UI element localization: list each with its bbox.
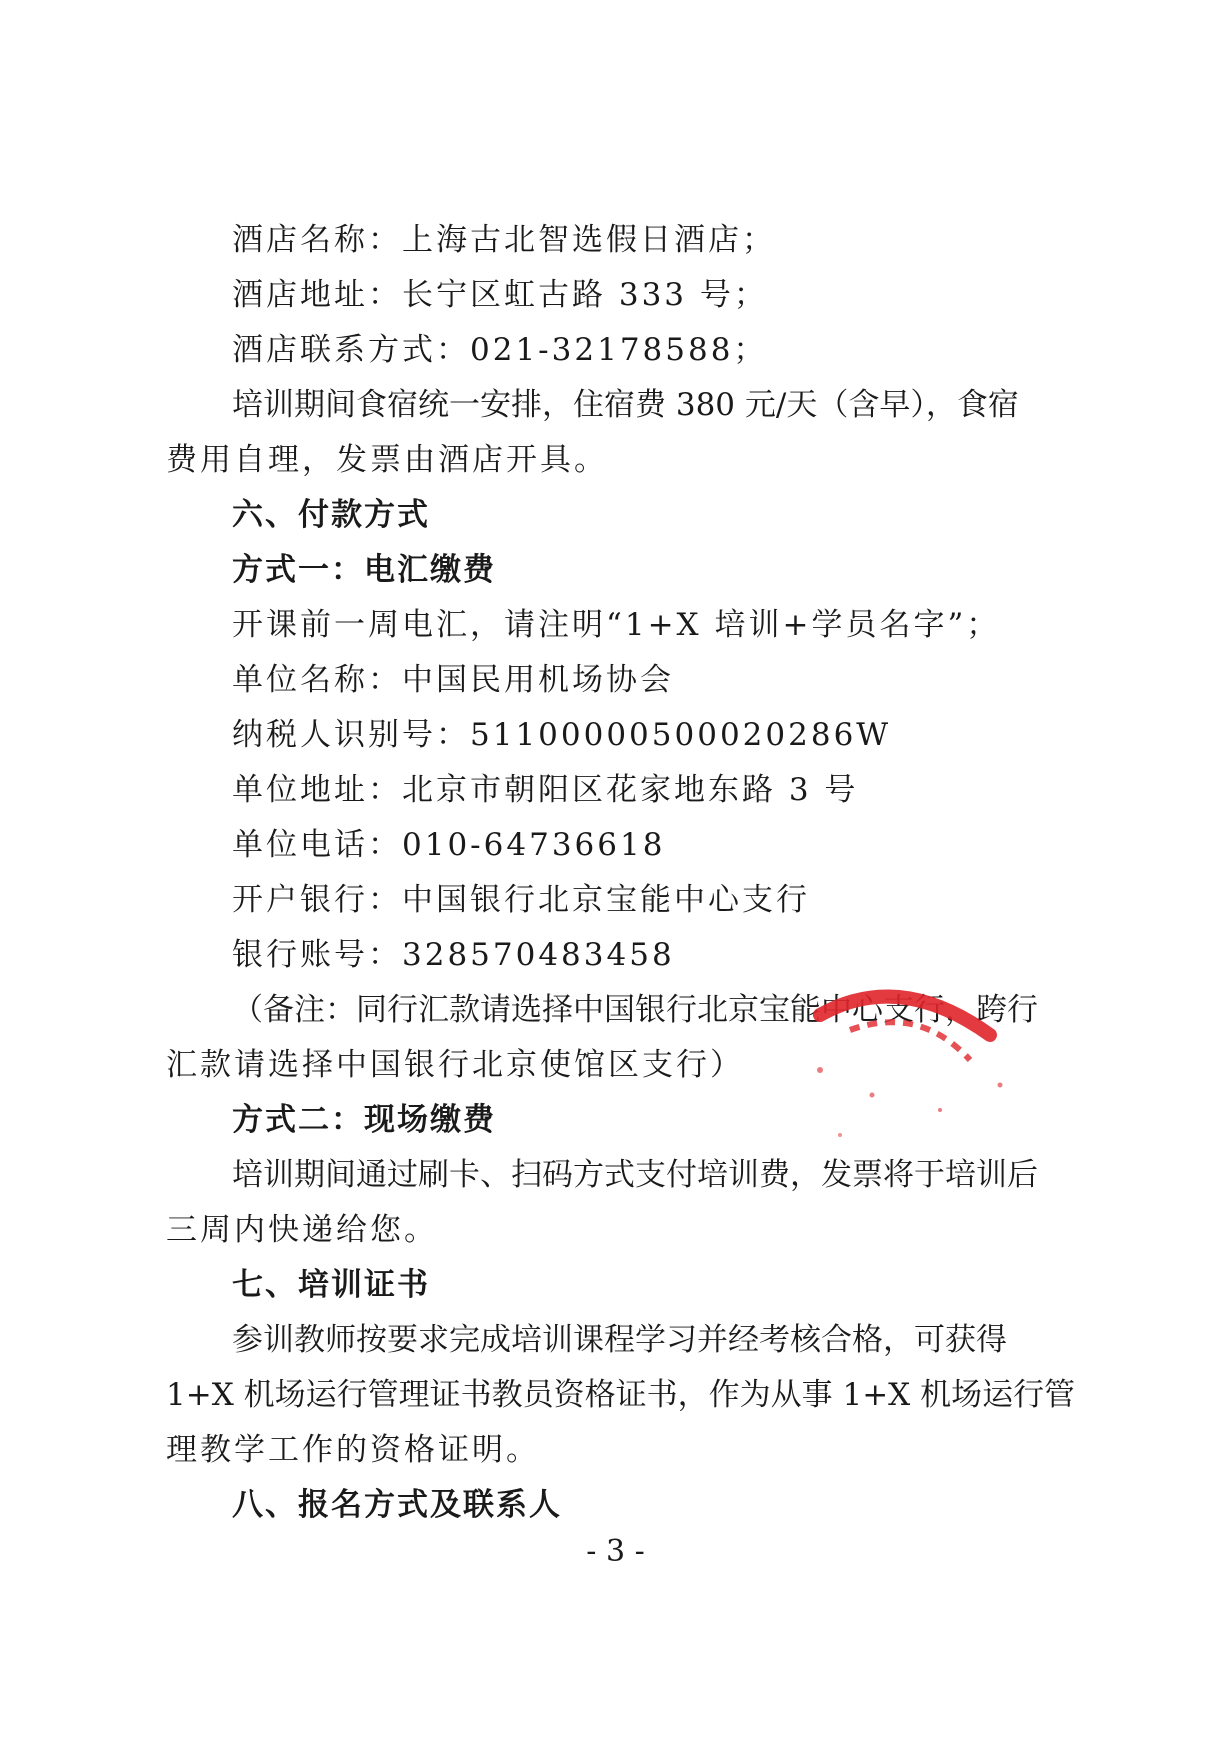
certificate-line-1: 参训教师按要求完成培训课程学习并经考核合格，可获得 bbox=[232, 1322, 1007, 1358]
subheading-wire-transfer: 方式一：电汇缴费 bbox=[232, 552, 496, 588]
organization-address-line: 单位地址：北京市朝阳区花家地东路 3 号 bbox=[232, 772, 859, 808]
subheading-onsite-payment: 方式二：现场缴费 bbox=[232, 1102, 496, 1138]
remark-line-2: 汇款请选择中国银行北京使馆区支行） bbox=[166, 1047, 744, 1083]
section-heading-registration: 八、报名方式及联系人 bbox=[232, 1487, 562, 1523]
wire-transfer-note: 开课前一周电汇，请注明“1+X 培训+学员名字”； bbox=[232, 607, 1001, 643]
certificate-line-3: 理教学工作的资格证明。 bbox=[166, 1432, 540, 1468]
hotel-contact-line: 酒店联系方式：021-32178588； bbox=[232, 332, 768, 368]
accommodation-paragraph-line-2: 费用自理，发票由酒店开具。 bbox=[166, 442, 608, 478]
organization-name-line: 单位名称：中国民用机场协会 bbox=[232, 662, 674, 698]
certificate-line-2: 1+X 机场运行管理证书教员资格证书，作为从事 1+X 机场运行管 bbox=[166, 1377, 1076, 1413]
bank-name-line: 开户银行：中国银行北京宝能中心支行 bbox=[232, 882, 810, 918]
onsite-payment-line-1: 培训期间通过刷卡、扫码方式支付培训费，发票将于培训后 bbox=[232, 1157, 1038, 1193]
hotel-address-line: 酒店地址：长宁区虹古路 333 号； bbox=[232, 277, 768, 313]
remark-line-1: （备注：同行汇款请选择中国银行北京宝能中心支行，跨行 bbox=[232, 992, 1038, 1028]
organization-phone-line: 单位电话：010-64736618 bbox=[232, 827, 666, 863]
hotel-name-line: 酒店名称：上海古北智选假日酒店； bbox=[232, 222, 776, 258]
onsite-payment-line-2: 三周内快递给您。 bbox=[166, 1212, 438, 1248]
section-heading-payment: 六、付款方式 bbox=[232, 497, 430, 533]
bank-account-line: 银行账号：328570483458 bbox=[232, 937, 675, 973]
section-heading-certificate: 七、培训证书 bbox=[232, 1267, 430, 1303]
taxpayer-id-line: 纳税人识别号：51100000500020286W bbox=[232, 717, 892, 753]
accommodation-paragraph-line-1: 培训期间食宿统一安排，住宿费 380 元/天（含早），食宿 bbox=[232, 387, 1019, 423]
page-number: - 3 - bbox=[586, 1534, 645, 1569]
